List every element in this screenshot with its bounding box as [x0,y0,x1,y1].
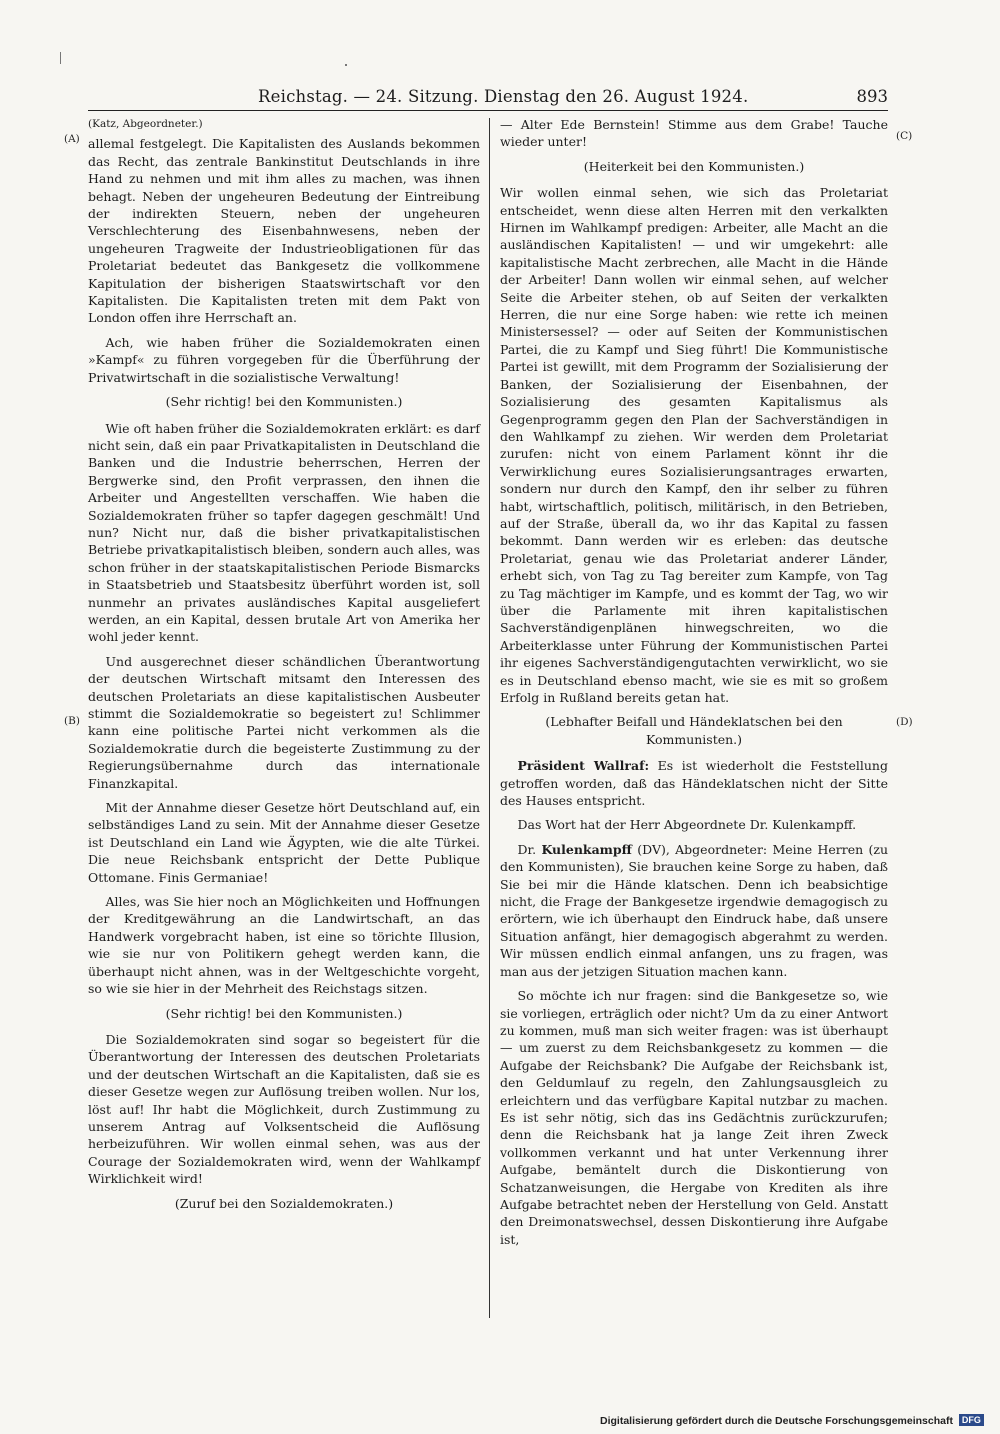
right-column [500,116,888,1255]
interjection: (Sehr richtig! bei den Kommunisten.) [165,1005,403,1021]
president-statement [500,757,888,809]
interjection: (Lebhafter Beifall und Händeklatschen bei den Kommunisten.) [545,714,843,747]
paragraph: Wie oft haben früher die Sozialdemokraten erklärt: es darf nicht sein, daß ein paar Privatkapitalisten in Deutschland die Banken und die Industrie beherrschen, Herren der Bergwerke sind, den Profit verprassen, den ihnen die Arbeiter und Angestellten verschaffen. Wie haben die Sozialdemokraten früher so tapfer dagegen geschmält! Und nun? Nicht nur, daß die bisher privatkapitalistischen Betriebe privatkapitalistisch bleiben, sondern auch alles, was schon früher in der staatskapitalistischen Periode Bismarcks in Staatsbetrieb und Staatsbesitz überführt worden ist, soll nunmehr an privates ausländisches Kapital ausgeliefert werden, an ein Kapital, dessen brutale Art von Amerika her wohl jeder kennt. [88,420,480,645]
digitization-footer [600,1414,992,1430]
speaker-line: (Katz, Abgeordneter.) [88,118,203,130]
paragraph: Ach, wie haben früher die Sozialdemokraten einen »Kampf« zu führen vorgegeben für die Überführung der Privatwirtschaft in die sozialistische Verwaltung! [88,334,480,385]
speaker-name: Präsident Wallraf: [517,758,650,774]
interjection: (Sehr richtig! bei den Kommunisten.) [165,394,403,410]
interjection: (Heiterkeit bei den Kommunisten.) [583,158,805,174]
statement-text: Es ist wiederholt die Feststellung getroffen worden, daß das Händeklatschen nicht der Sitte des Hauses entspricht. [500,758,888,809]
paragraph: Mit der Annahme dieser Gesetze hört Deutschland auf, ein selbständiges Land zu sein. Mit der Annahme dieser Gesetze ist Deutschland ein Land wie Ägypten, wie die alte Türkei. Die neue Reichsbank entspricht der Dette Publique Ottomane. Finis Germaniae! [88,800,480,885]
page-number: 893 [856,87,888,106]
dfg-badge: DFG [959,1414,984,1426]
paragraph: So möchte ich nur fragen: sind die Bankgesetze so, wie sie vorliegen, erträglich oder nicht? Um da zu einer Antwort zu kommen, muß man sich weiter fragen: was ist überhaupt — um zuerst zu dem Reichsbankgesetz zu kommen — die Aufgabe der Reichsbank? Die Aufgabe der Reichsbank ist, den Geldumlauf zu regeln, den Zahlungsausgleich zu erleichtern und das verfügbare Kapital nutzbar zu machen. Es ist sehr nötig, sich das ins Gedächtnis zurückzurufen; denn die Reichsbank hat ja lange Zeit ihren Zweck vollkommen verkannt und hat unter Verkennung ihrer Aufgabe, bemäntelt durch die Diskontierung von Schatzanweisungen, die Hergabe von Krediten als ihre Aufgabe betrachtet neben der Herstellung von Geld. Anstatt den Dreimonatswechsel, dessen Diskontierung ihre Aufgabe ist, [500,988,888,1247]
margin-marker-b: (B) [64,715,80,727]
page-title: Reichstag. — 24. Sitzung. Dienstag den 26. August 1924. [258,87,749,106]
speaker-statement [500,841,888,980]
scan-mark [60,52,61,64]
paragraph: Alles, was Sie hier noch an Möglichkeiten und Hoffnungen der Kreditgewährung an die Landwirtschaft, an das Handwerk vorgebracht haben, ist eine so törichte Illusion, wie sie nur von Politikern gehegt werden kann, die überhaupt nicht ahnen, was in der Weltgeschichte vorgeht, so wie sie hier in der Mehrheit des Reichstags sitzen. [88,894,480,997]
page-header [88,86,888,111]
speaker-name: Kulenkampff [541,841,632,857]
margin-marker-c: (C) [896,130,913,142]
left-column [88,116,480,1221]
margin-marker-d: (D) [896,716,913,728]
paragraph: Das Wort hat der Herr Abgeordnete Dr. Kulenkampff. [517,817,857,833]
paragraph: allemal festgelegt. Die Kapitalisten des Auslands bekommen das Recht, das zentrale Bankinstitut Deutschlands in ihre Hand zu nehmen und mit ihm alles zu machen, was ihnen behagt. Neben der ungeheuren Bedeutung der Eintreibung der indirekten Steuern, neben der ungeheuren Verschlechterung des Eisenbahnwesens, neben der ungeheuren Tragweite der Industrieobligationen für das Proletariat bedeutet das Bankgesetz die vollkommene Kapitulation der bisherigen Staatswirtschaft vor den Kapitalisten. Die Kapitalisten treten mit dem Pakt von London offen ihre Herrschaft an. [88,136,480,326]
speaker-title: Dr. [517,841,537,857]
scan-mark [345,64,347,66]
paragraph: Und ausgerechnet dieser schändlichen Überantwortung der deutschen Wirtschaft mitsamt den Interessen des deutschen Proletariats an diese kapitalistischen Ausbeuter stimmt die Sozialdemokratie so begeistert zu! Schlimmer kann eine politische Partei nicht verkommen als die Sozialdemokratie durch die begeisterte Zustimmung zu der Regierungsübernahme durch das internationale Finanzkapital. [88,653,480,791]
paragraph: Die Sozialdemokraten sind sogar so begeistert für die Überantwortung der Interessen des deutschen Proletariats und der deutschen Wirtschaft an die Kapitalisten, daß sie es dieser Gesetze wegen zur Auflösung treiben wollen. Nur los, löst auf! Ihr habt die Möglichkeit, durch Zustimmung zu unserem Antrag auf Volksentscheid die Auflösung herbeizuführen. Wir wollen einmal sehen, was aus der Courage der Sozialdemokraten wird, wenn der Wahlkampf Wirklichkeit wird! [88,1031,480,1187]
paragraph: Wir wollen einmal sehen, wie sich das Proletariat entscheidet, wenn diese alten Herren mit den verkalkten Hirnen im Wahlkampf predigen: Arbeiter, alle Macht an die ausländischen Kapitalisten! — und wir umgekehrt: alle kapitalistische Macht zerbrechen, alle Macht in die Hände der Arbeiter! Dann wollen wir einmal sehen, auf welcher Seite die Arbeiter stehen, ob auf Seiten der verkalkten Herren, die nur eine Sorge haben: wie rette ich meinen Ministersessel? — oder auf Seiten der Kommunistischen Partei, die zu Kampf und Sieg führt! Die Kommunistische Partei ist gewillt, mit dem Programm der Sozialisierung der Banken, der Sozialisierung der Eisenbahnen, der Sozialisierung des gesamten Kapitalismus als Gegenprogramm gegen den Plan der Sachverständigen in den Wahlkampf zu ziehen. Wir werden dem Proletariat zurufen: nicht von einem Parlament könnt ihr die Verwirklichung eures Sozialisierungsantrages erwarten, sondern nur durch den Kampf, den ihr selber zu führen habt, wirtschaftlich, politisch, militärisch, in den Betrieben, auf der Straße, überall da, wo ihr das Kapital zu fassen bekommt. Dann werden wir es erleben: das deutsche Proletariat, genau wie das Proletariat anderer Länder, erhebt sich, von Tag zu Tag bereiter zum Kampfe, von Tag zu Tag mächtiger im Kampfe, und es kommt der Tag, wo wir über die Parlamente mit ihren kapitalistischen Sachverständigenplänen hinwegschreiten, wo die Arbeiterklasse unter Führung der Kommunistischen Partei ihr eigenes Sachverständigengutachten verwirklicht, wo sie es in Deutschland ebenso macht, wie sie es mit so großem Erfolg in Rußland bereits getan hat. [500,185,888,705]
interjection: (Zuruf bei den Sozialdemokraten.) [174,1195,394,1211]
paragraph: — Alter Ede Bernstein! Stimme aus dem Grabe! Tauche wieder unter! [500,117,888,150]
statement-text: (DV), Abgeordneter: Meine Herren (zu den Kommunisten), Sie brauchen keine Sorge zu haben, daß Sie bei mir die Hände klatschen. Denn ich beabsichtige nicht, die Frage der Bankgesetze irgendwie demagogisch zu erörtern, wie ich überhaupt den Eindruck habe, daß unsere Situation anfängt, hier demagogisch abgerahmt zu werden. Wir müssen endlich einmal anfangen, uns zu fragen, was man aus der jetzigen Situation machen kann. [500,841,888,979]
footer-text: Digitalisierung gefördert durch die Deutsche Forschungsgemeinschaft [600,1415,953,1427]
column-divider [489,118,490,1318]
margin-marker-a: (A) [64,133,80,145]
